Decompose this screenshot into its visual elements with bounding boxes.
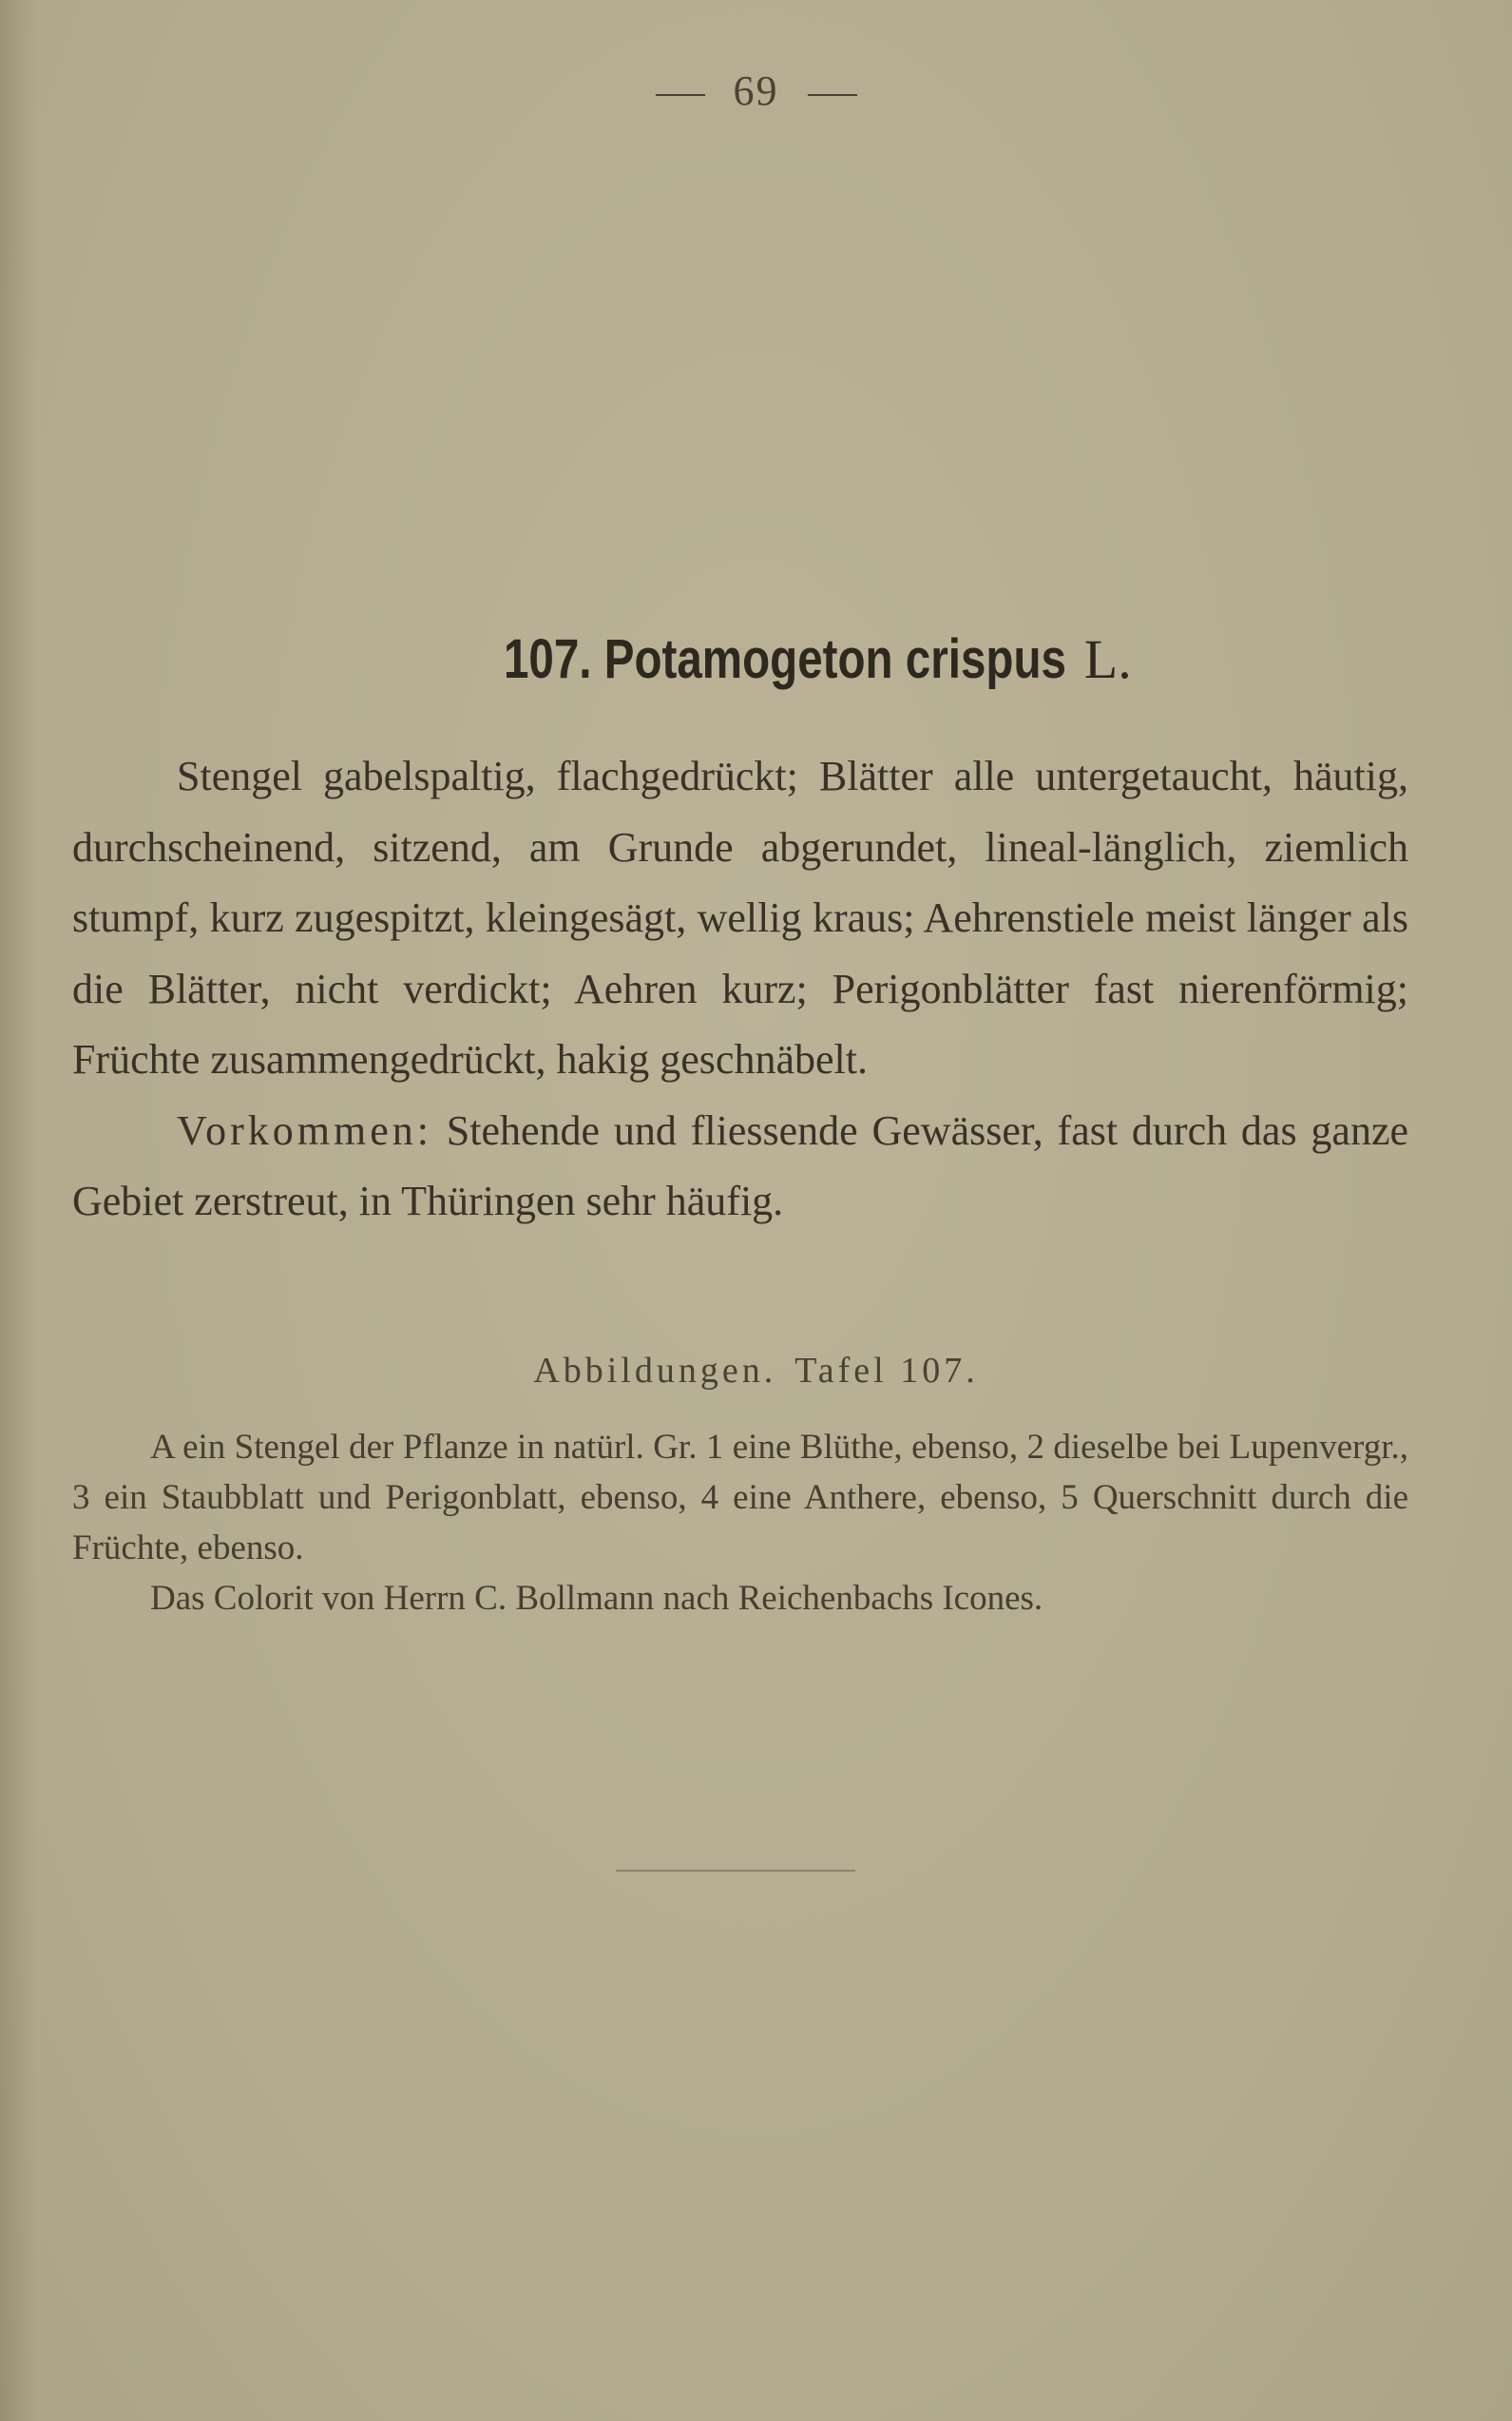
page-number-dash-right [808, 94, 857, 96]
illustrations-label: Abbildungen. [533, 1351, 777, 1391]
occurrence-label: Vorkommen: [177, 1106, 432, 1154]
end-rule [616, 1870, 855, 1872]
occurrence-paragraph [72, 1096, 1408, 1238]
page-number-dash-left [656, 94, 705, 96]
species-body [72, 741, 1408, 1238]
illustrations-heading [0, 1350, 1512, 1392]
illustrations-caption: A ein Stengel der Pflanze in natürl. Gr. 1 eine Blüthe, ebenso, 2 dieselbe bei Lupenvergr., 3 ein Staubblatt und Perigonblatt, ebenso, 4 eine Anthere, ebenso, 5 Querschnitt durch die Früchte, ebenso. [72, 1428, 1408, 1567]
illustrations-credit: Das Colorit von Herrn C. Bollmann nach Reichenbachs Icones. [150, 1579, 1043, 1618]
occurrence-text: Stehende und fliessende Gewässer, fast durch das ganze Gebiet zerstreut, in Thüringen sehr häufig. [72, 1106, 1408, 1224]
species-title [0, 627, 1512, 691]
species-description: Stengel gabelspaltig, flachgedrückt; Blätter alle untergetaucht, häutig, durchscheinend, sitzend, am Grunde abgerundet, lineal-länglich, ziemlich stumpf, kurz zugespitzt, kleingesägt, wellig kraus; Aehrenstiele meist länger als die Blätter, nicht verdickt; Aehren kurz; Perigonblätter fast nierenförmig; Früchte zusammengedrückt, hakig geschnäbelt. [72, 753, 1408, 1083]
species-author: L. [1083, 628, 1132, 690]
illustrations-plate: Tafel 107. [794, 1351, 979, 1391]
species-name: 107. Potamogeton crispus [504, 628, 1067, 690]
page-number-value: 69 [733, 67, 779, 114]
illustrations-captions [72, 1422, 1408, 1624]
page-number [0, 67, 1512, 115]
